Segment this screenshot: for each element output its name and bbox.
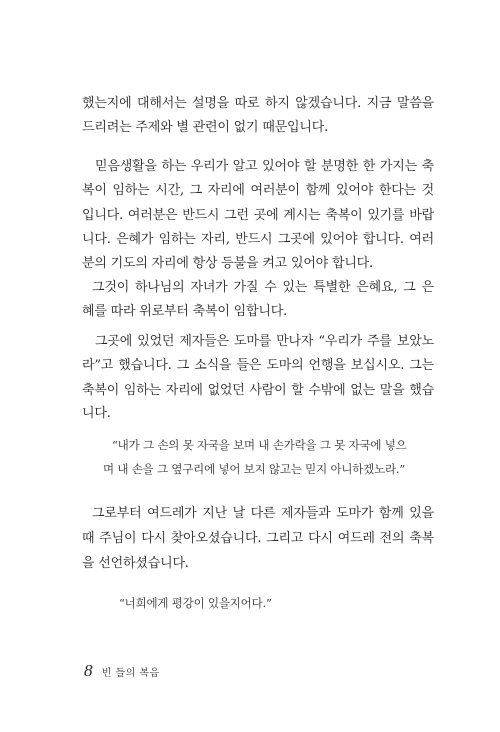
quote-line: “너희에게 평강이 있을지어다.”: [119, 596, 272, 610]
text-line: 그곳에 있었던 제자들은 도마를 만나자 “우리가 주를 보았노: [95, 334, 434, 349]
text-line: 혜를 따라 위로부터 축복이 임합니다.: [82, 304, 288, 319]
text-line: 그것이 하나님의 자녀가 가질 수 있는 특별한 은혜요, 그 은: [92, 280, 434, 295]
text-line: 드리려는 주제와 별 관련이 없기 때문입니다.: [82, 120, 329, 135]
quote-line: “내가 그 손의 못 자국을 보며 내 손가락을 그 못 자국에 넣으: [112, 438, 407, 452]
text-line: 분의 기도의 자리에 항상 등불을 켜고 있어야 합니다.: [82, 256, 373, 271]
running-title: 빈 들의 복음: [101, 668, 160, 679]
quote-line: 며 내 손을 그 옆구리에 넣어 보지 않고는 믿지 아니하겠노라.”: [103, 462, 406, 476]
text-line: 믿음생활을 하는 우리가 알고 있어야 할 분명한 한 가지는 축: [95, 159, 434, 174]
text-line: 라”고 했습니다. 그 소식을 들은 도마의 언행을 보십시오. 그는: [82, 358, 434, 373]
page-footer: [84, 661, 160, 681]
text-line: 을 선언하셨습니다.: [82, 556, 189, 571]
text-line: 니다.: [82, 406, 111, 421]
text-line: 때 주님이 다시 찾아오셨습니다. 그리고 다시 여드레 전의 축복: [82, 531, 434, 546]
text-line: 했는지에 대해서는 설명을 따로 하지 않겠습니다. 지금 말씀을: [82, 96, 434, 111]
text-line: 축복이 임하는 자리에 없었던 사람이 할 수밖에 없는 말을 했습: [82, 383, 434, 398]
text-line: 그로부터 여드레가 지난 날 다른 제자들과 도마가 함께 있을: [92, 506, 434, 521]
page-number: 8: [84, 661, 93, 680]
text-line: 입니다. 여러분은 반드시 그런 곳에 계시는 축복이 있기를 바랍: [82, 208, 434, 223]
text-line: 니다. 은혜가 임하는 자리, 반드시 그곳에 있어야 합니다. 여러: [82, 232, 434, 247]
text-line: 복이 임하는 시간, 그 자리에 여러분이 함께 있어야 한다는 것: [82, 183, 434, 198]
